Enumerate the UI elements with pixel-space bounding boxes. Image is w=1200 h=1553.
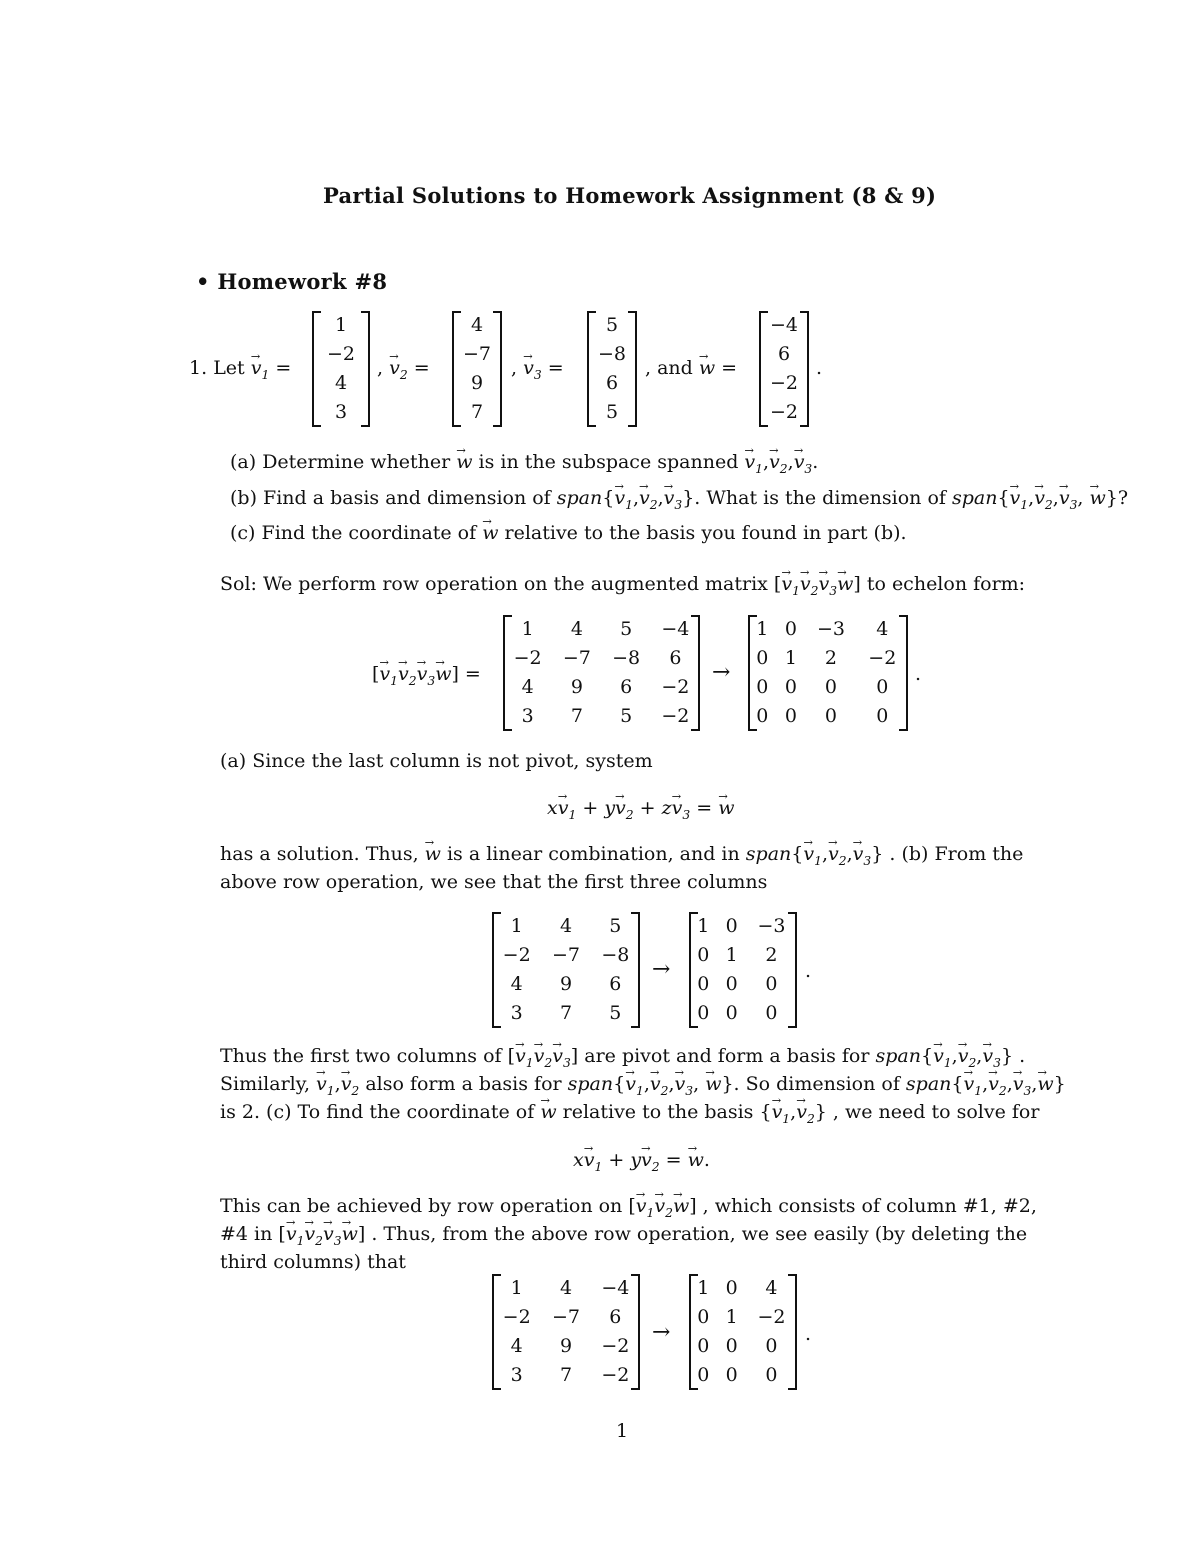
matrix-entry: 1: [521, 618, 534, 640]
matrix-entry: −2: [661, 705, 690, 727]
matrix-entry: 0: [765, 1002, 778, 1024]
page-number: 1: [616, 1420, 629, 1442]
matrix-entry: 0: [725, 915, 738, 937]
page-title: Partial Solutions to Homework Assignment (8 & 9): [323, 183, 937, 208]
matrix-entry: 1: [784, 647, 797, 669]
matrix-entry: 3: [510, 1002, 523, 1024]
matrix-entry: −7: [562, 647, 591, 669]
matrix-entry: 2: [824, 647, 837, 669]
v3-label: , → $v_3$ =: [511, 357, 564, 382]
matrix-entry: 1: [334, 314, 348, 336]
arrow-icon: →: [652, 1320, 671, 1345]
augmented-label: [→ $v_1\to v_2\to v_3\to w$] =: [372, 663, 481, 688]
matrix-2-right: [689, 912, 797, 1028]
matrix-1-right: [748, 615, 908, 731]
matrix-entry: 0: [756, 705, 769, 727]
solution-a-text: (a) Since the last column is not pivot, system: [220, 750, 653, 772]
matrix-entry: 6: [609, 973, 622, 995]
matrix-entry: 0: [697, 1335, 710, 1357]
matrix-entry: 4: [570, 618, 583, 640]
matrix-entry: −8: [601, 944, 630, 966]
matrix-entry: 0: [765, 1335, 778, 1357]
matrix-entry: 1: [756, 618, 769, 640]
matrix-entry: −3: [816, 618, 845, 640]
matrix-entry: −2: [769, 401, 798, 423]
matrix-entry: 9: [559, 973, 573, 995]
vector-v2: [452, 311, 502, 427]
matrix-entry: −7: [551, 944, 580, 966]
matrix-entry: 0: [697, 944, 710, 966]
arrow-icon: →: [712, 660, 731, 685]
matrix-entry: 4: [876, 618, 889, 640]
matrix-entry: 6: [777, 343, 791, 365]
matrix-entry: 4: [559, 1277, 573, 1299]
matrix-entry: −2: [326, 343, 355, 365]
matrix-entry: 0: [824, 705, 837, 727]
part-c: (c) Find the coordinate of → w relative to the basis you found in part (b).: [230, 522, 907, 544]
problem-number-label: 1.: [189, 357, 208, 379]
solution-c-line1: This can be achieved by row operation on [→ $v_1\to v_2\to w$] , which consists of column #1, #2,: [220, 1195, 1037, 1220]
matrix-entry: −4: [601, 1277, 630, 1299]
matrix-entry: −8: [597, 343, 626, 365]
matrix-entry: −8: [612, 647, 641, 669]
matrix-entry: −7: [551, 1306, 580, 1328]
equation-2: $x\to v_1 + y\to v_2$ = → w.: [573, 1149, 710, 1174]
and-label: , and: [645, 357, 693, 379]
matrix-entry: 5: [620, 705, 633, 727]
matrix-entry: 0: [756, 676, 769, 698]
matrix-entry: 4: [559, 915, 573, 937]
matrix-entry: 0: [876, 705, 889, 727]
matrix-entry: 0: [725, 1277, 738, 1299]
matrix-entry: −4: [661, 618, 690, 640]
v1-symbol: → $v_1$: [251, 357, 270, 382]
matrix-entry: 3: [510, 1364, 523, 1386]
matrix-3-right: [689, 1274, 797, 1390]
solution-a-line2: above row operation, we see that the first three columns: [220, 871, 768, 893]
equation-1: $x\to v_1 + y\to v_2 + z\to v_3$ = → w: [547, 797, 735, 822]
section-heading: • Homework #8: [196, 269, 388, 294]
period: .: [805, 1323, 812, 1345]
matrix-1-left: [503, 615, 700, 731]
matrix-entry: 3: [334, 401, 348, 423]
matrix-entry: 0: [824, 676, 837, 698]
matrix-entry: 6: [609, 1306, 622, 1328]
period: .: [816, 357, 823, 379]
matrix-entry: 4: [510, 1335, 523, 1357]
matrix-entry: 1: [697, 1277, 710, 1299]
solution-a-line1: has a solution. Thus, → w is a linear combination, and in span{→ $v_1,\to v_2,\to v_3$} . (b) From the: [220, 843, 1023, 868]
matrix-entry: 9: [559, 1335, 573, 1357]
matrix-entry: −2: [601, 1335, 630, 1357]
matrix-2-left: [492, 912, 640, 1028]
matrix-entry: 0: [784, 676, 797, 698]
vector-v3: [587, 311, 637, 427]
matrix-entry: 0: [756, 647, 769, 669]
matrix-entry: −2: [513, 647, 542, 669]
matrix-entry: 5: [609, 915, 622, 937]
matrix-entry: 6: [605, 372, 619, 394]
matrix-entry: 1: [725, 1306, 738, 1328]
matrix-entry: 4: [470, 314, 484, 336]
matrix-entry: 0: [725, 1364, 738, 1386]
matrix-entry: 0: [725, 1335, 738, 1357]
part-b: (b) Find a basis and dimension of span{→ $v_1,\to v_2,\to v_3$}. What is the dimension of span{→ $v_1,\to v_2,\to v_3$, → w}?: [230, 487, 1128, 512]
solution-b-line3: is 2. (c) To find the coordinate of → w relative to the basis {→ $v_1,\to v_2$} , we need to solve for: [220, 1101, 1039, 1126]
problem-number: 1. Let → $v_1$ =: [189, 357, 291, 382]
solution-intro: Sol: We perform row operation on the augmented matrix [→ $v_1\to v_2\to v_3\to w$] to echelon form:: [220, 573, 1025, 598]
matrix-entry: 5: [620, 618, 633, 640]
matrix-entry: 2: [765, 944, 778, 966]
matrix-entry: 0: [784, 618, 797, 640]
matrix-entry: 1: [697, 915, 710, 937]
let-label: Let: [213, 357, 245, 379]
arrow-icon: →: [652, 957, 671, 982]
matrix-entry: −2: [601, 1364, 630, 1386]
matrix-entry: 6: [669, 647, 682, 669]
solution-c-line2: #4 in [→ $v_1\to v_2\to v_3\to w$] . Thus, from the above row operation, we see easily (by deleting the: [220, 1223, 1027, 1248]
period: .: [805, 960, 812, 982]
matrix-entry: 0: [765, 973, 778, 995]
matrix-entry: −2: [868, 647, 897, 669]
part-a: (a) Determine whether → w is in the subspace spanned → $v_1,\to v_2,\to v_3$.: [230, 451, 818, 476]
matrix-entry: 1: [510, 1277, 523, 1299]
matrix-entry: −7: [462, 343, 491, 365]
w-label: , and → w =: [645, 357, 737, 379]
matrix-entry: −2: [661, 676, 690, 698]
matrix-entry: 1: [725, 944, 738, 966]
matrix-entry: 5: [609, 1002, 622, 1024]
matrix-entry: 4: [521, 676, 534, 698]
matrix-entry: 0: [876, 676, 889, 698]
solution-b-line2: Similarly, → $v_1,\to v_2$ also form a basis for span{→ $v_1,\to v_2,\to v_3$, → w}. So dimension of span{→ $v_1,\to v_2,\to v_3,\to w$}: [220, 1073, 1066, 1098]
matrix-entry: 6: [620, 676, 633, 698]
matrix-entry: −4: [769, 314, 798, 336]
matrix-entry: 0: [765, 1364, 778, 1386]
matrix-entry: 0: [697, 1306, 710, 1328]
matrix-entry: −2: [757, 1306, 786, 1328]
v2-label: , → $v_2$ =: [377, 357, 430, 382]
matrix-entry: 7: [559, 1002, 573, 1024]
matrix-entry: 7: [570, 705, 583, 727]
matrix-entry: 4: [334, 372, 348, 394]
matrix-entry: −3: [757, 915, 786, 937]
matrix-entry: 3: [521, 705, 534, 727]
matrix-entry: 0: [697, 973, 710, 995]
period: .: [915, 663, 922, 685]
matrix-3-left: [492, 1274, 640, 1390]
matrix-entry: 9: [570, 676, 583, 698]
matrix-entry: 7: [470, 401, 484, 423]
matrix-entry: 7: [559, 1364, 573, 1386]
matrix-entry: −2: [502, 1306, 531, 1328]
matrix-entry: 0: [697, 1002, 710, 1024]
matrix-entry: 9: [470, 372, 484, 394]
matrix-entry: 4: [510, 973, 523, 995]
vector-v1: [312, 311, 370, 427]
matrix-entry: 0: [697, 1364, 710, 1386]
solution-b-line1: Thus the first two columns of [→ $v_1\to v_2\to v_3$] are pivot and form a basis for span{→ $v_1,\to v_2,\to v_3$} .: [220, 1045, 1025, 1070]
matrix-entry: −2: [769, 372, 798, 394]
matrix-entry: 4: [765, 1277, 778, 1299]
matrix-entry: 5: [605, 314, 619, 336]
matrix-entry: 1: [510, 915, 523, 937]
matrix-entry: −2: [502, 944, 531, 966]
vector-w: [759, 311, 809, 427]
matrix-entry: 0: [725, 973, 738, 995]
matrix-entry: 0: [725, 1002, 738, 1024]
matrix-entry: 0: [784, 705, 797, 727]
matrix-entry: 5: [605, 401, 619, 423]
solution-c-line3: third columns) that: [220, 1251, 406, 1273]
